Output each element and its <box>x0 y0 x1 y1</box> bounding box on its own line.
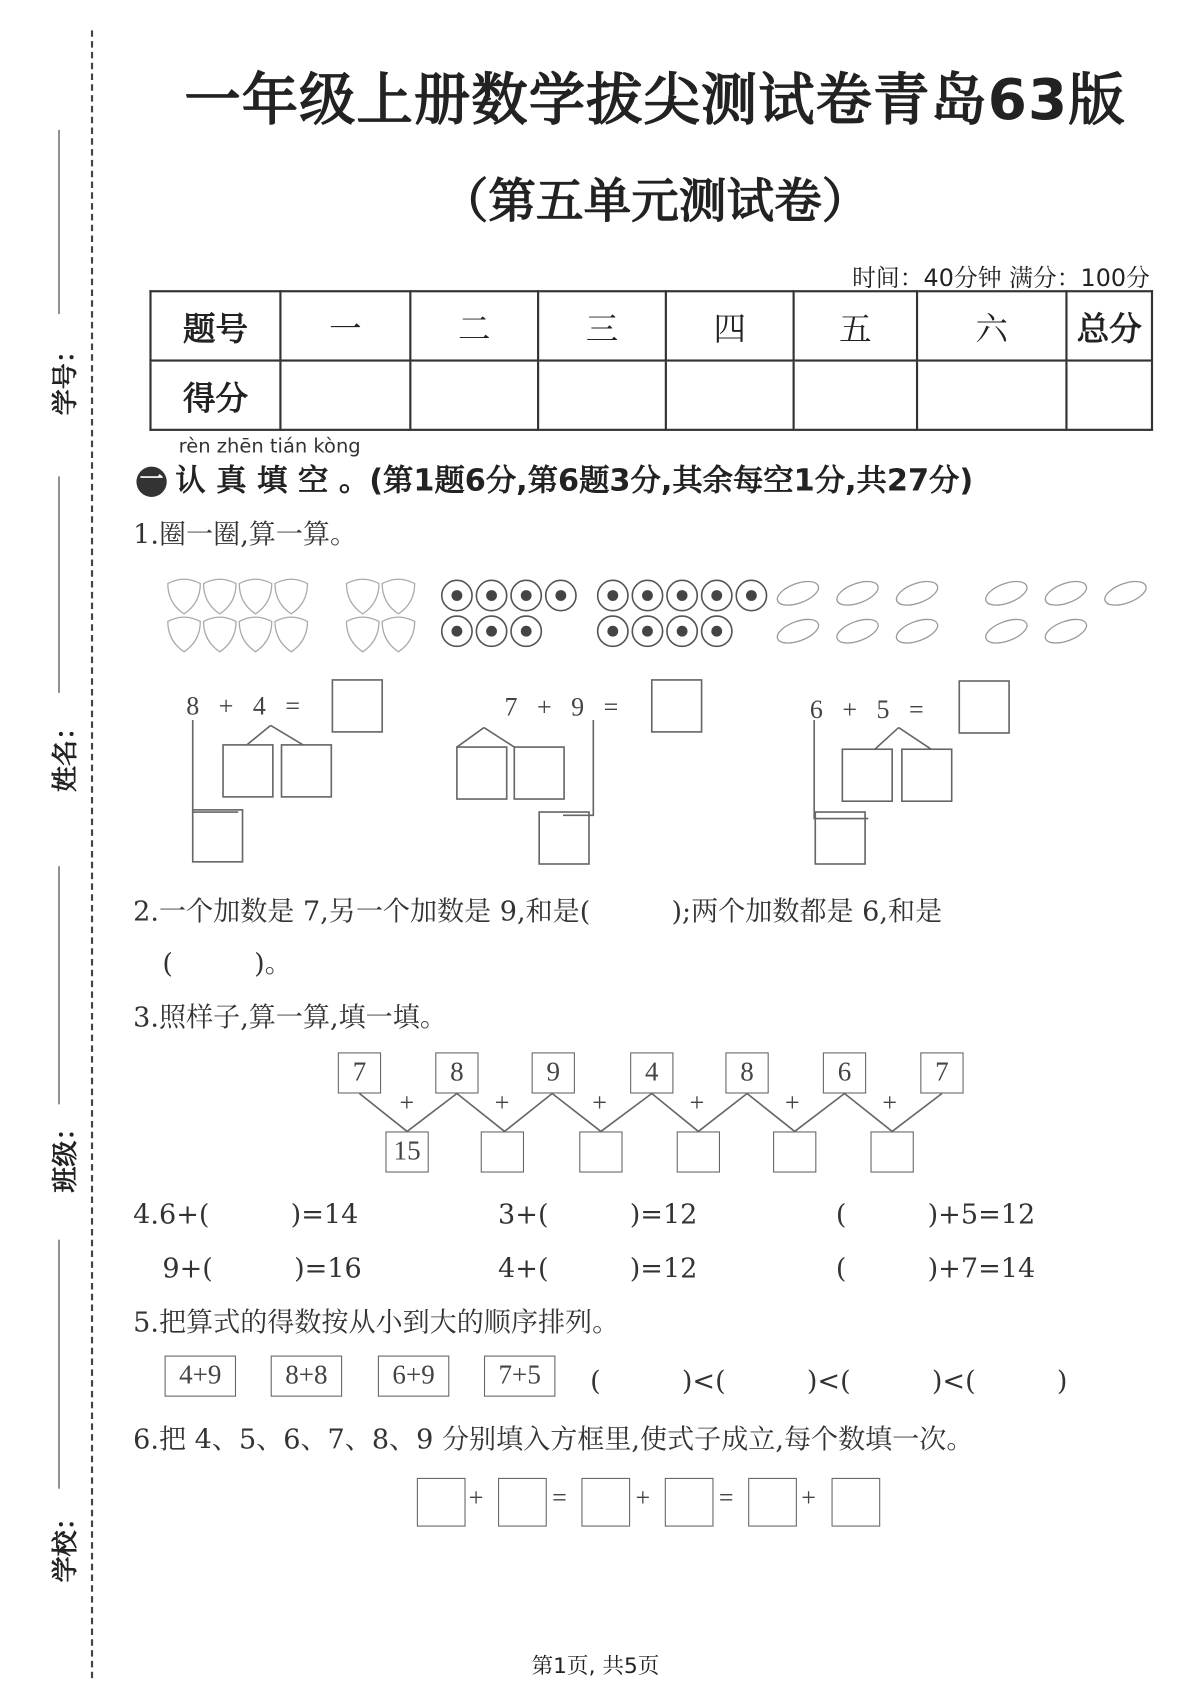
q3-answer-box[interactable] <box>870 1131 913 1172</box>
q1-expr-2 <box>505 694 619 723</box>
strawberry-icon <box>204 617 236 652</box>
q5-order-blanks: ( )<( )<( )<( ) <box>590 1365 1068 1397</box>
addend: 7 <box>504 694 518 723</box>
q1-expr-3 <box>810 696 924 725</box>
q6-op: = <box>718 1484 734 1513</box>
score-cell[interactable] <box>280 361 410 430</box>
q3-plus: + <box>882 1089 898 1118</box>
q4-item: ( )+7=14 <box>835 1252 1036 1285</box>
q5-expr: 6+9 <box>378 1356 449 1397</box>
q4-item: ( )+5=12 <box>835 1198 1036 1230</box>
question-3: 3.照样子,算一算,填一填。 <box>133 1001 447 1033</box>
addend: 8 <box>186 692 200 722</box>
school-label: 学校： <box>50 1504 81 1583</box>
q3-top-number: 8 <box>725 1052 768 1093</box>
cell: 总分 <box>1066 291 1152 360</box>
score-table <box>149 290 1153 431</box>
q3-top-number: 9 <box>532 1052 575 1093</box>
binding-dashed-line <box>91 30 93 1678</box>
strawberry-icon <box>204 579 236 614</box>
page-number: 第1页, 共5页 <box>531 1652 660 1679</box>
cell: 二 <box>410 291 538 360</box>
score-cell[interactable] <box>917 361 1066 430</box>
q3-answer-box[interactable] <box>481 1131 524 1172</box>
corn-icon <box>774 577 821 610</box>
cell: 一 <box>280 291 410 360</box>
section-heading <box>136 457 973 500</box>
q3-top-number: 7 <box>338 1052 381 1093</box>
q3-answer-box[interactable] <box>773 1131 816 1172</box>
strawberry-icon <box>275 617 307 652</box>
q6-op: + <box>801 1484 816 1513</box>
q4-item: 4.6+( )=14 <box>133 1198 359 1230</box>
strawberry-icon <box>346 579 378 614</box>
question-5: 5.把算式的得数按从小到大的顺序排列。 <box>133 1306 620 1339</box>
addend: 5 <box>876 696 890 725</box>
cell: 得分 <box>150 361 280 430</box>
cell: 题号 <box>150 291 280 360</box>
q6-box[interactable] <box>417 1478 466 1527</box>
cell: 六 <box>917 291 1066 360</box>
q3-answer-box[interactable]: 15 <box>385 1131 428 1172</box>
corn-icon <box>834 577 881 610</box>
addend: 9 <box>571 694 585 723</box>
time-info: 时间：40分钟 满分：100分 <box>852 265 1150 293</box>
strawberry-icon <box>382 579 414 614</box>
strawberry-icon <box>275 579 307 614</box>
q5-expr: 7+5 <box>484 1356 555 1397</box>
cell: 三 <box>538 291 666 360</box>
equals: = <box>285 692 301 722</box>
strawberry-icon <box>346 617 378 652</box>
equals: = <box>603 694 619 723</box>
q3-top-number: 4 <box>630 1052 673 1093</box>
q3-plus: + <box>689 1089 705 1118</box>
q6-op: + <box>468 1484 484 1513</box>
addend: 4 <box>252 692 266 722</box>
q5-expr: 8+8 <box>271 1356 342 1397</box>
section-pinyin: rèn zhēn tián kòng <box>178 435 361 458</box>
question-1: 1.圈一圈,算一算。 <box>133 518 358 551</box>
section-title: 认 真 填 空 。(第1题6分,第6题3分,其余每空1分,共27分) <box>175 462 974 499</box>
student-id-label: 学号： <box>50 337 81 416</box>
corn-icon <box>834 615 881 648</box>
q3-top-number: 8 <box>435 1052 478 1093</box>
question-2-cont: ( )。 <box>162 947 292 979</box>
name-label: 姓名： <box>50 714 81 792</box>
section-number-badge: 一 <box>136 467 166 497</box>
score-table-header-row <box>150 291 1151 360</box>
score-cell[interactable] <box>794 361 917 430</box>
q6-op: = <box>552 1484 567 1513</box>
score-cell[interactable] <box>538 361 666 430</box>
class-line <box>58 866 59 1104</box>
equals: = <box>908 696 924 725</box>
q6-op: + <box>635 1484 651 1513</box>
student-id-line <box>58 130 59 314</box>
cell: 五 <box>794 291 917 360</box>
q1-expr-1 <box>186 693 300 722</box>
strawberry-icon <box>239 579 271 614</box>
q6-box[interactable] <box>581 1478 630 1527</box>
q3-plus: + <box>592 1089 607 1118</box>
q3-top-number: 6 <box>823 1052 866 1093</box>
strawberry-icon <box>168 617 200 652</box>
class-label: 班级： <box>50 1114 81 1193</box>
corn-icon <box>983 577 1030 610</box>
strawberry-icon <box>382 617 414 652</box>
page-title: 一年级上册数学拔尖测试卷青岛63版 <box>184 68 1126 134</box>
corn-icon <box>1042 577 1089 610</box>
score-cell[interactable] <box>666 361 794 430</box>
corn-icon <box>983 615 1030 648</box>
q4-item: 3+( )=12 <box>498 1198 698 1230</box>
corn-icon <box>893 615 940 648</box>
q4-item: 4+( )=12 <box>498 1252 698 1285</box>
q6-box[interactable] <box>665 1478 714 1527</box>
question-2: 2.一个加数是 7,另一个加数是 9,和是( );两个加数都是 6,和是 <box>133 895 943 927</box>
question-6: 6.把 4、5、6、7、8、9 分别填入方框里,使式子成立,每个数填一次。 <box>133 1423 974 1456</box>
corn-icon <box>774 615 821 648</box>
q3-plus: + <box>494 1089 510 1118</box>
score-cell[interactable] <box>1066 361 1152 430</box>
addend: 6 <box>809 696 823 725</box>
plus: + <box>537 694 552 723</box>
name-line <box>58 476 59 693</box>
corn-icon <box>893 577 940 610</box>
page-subtitle: （第五单元测试卷） <box>440 174 870 230</box>
corn-icon <box>1042 615 1089 648</box>
corn-icon <box>1102 577 1149 610</box>
q6-box[interactable] <box>748 1478 797 1527</box>
q5-expr: 4+9 <box>165 1356 236 1397</box>
q3-top-number: 7 <box>920 1052 963 1093</box>
q3-answer-box[interactable] <box>579 1131 622 1172</box>
q3-answer-box[interactable] <box>677 1131 720 1172</box>
plus: + <box>218 692 234 722</box>
plus: + <box>842 696 858 725</box>
q3-plus: + <box>399 1089 415 1118</box>
q6-box[interactable] <box>832 1478 881 1527</box>
q6-box[interactable] <box>498 1478 547 1527</box>
q3-plus: + <box>784 1089 800 1118</box>
score-table-score-row <box>150 361 1151 430</box>
strawberry-icon <box>239 617 271 652</box>
q4-item: 9+( )=16 <box>162 1252 362 1285</box>
strawberry-icon <box>168 579 200 614</box>
score-cell[interactable] <box>410 361 538 430</box>
q1-pictures <box>168 574 1142 661</box>
cell: 四 <box>666 291 794 360</box>
school-line <box>58 1240 59 1489</box>
